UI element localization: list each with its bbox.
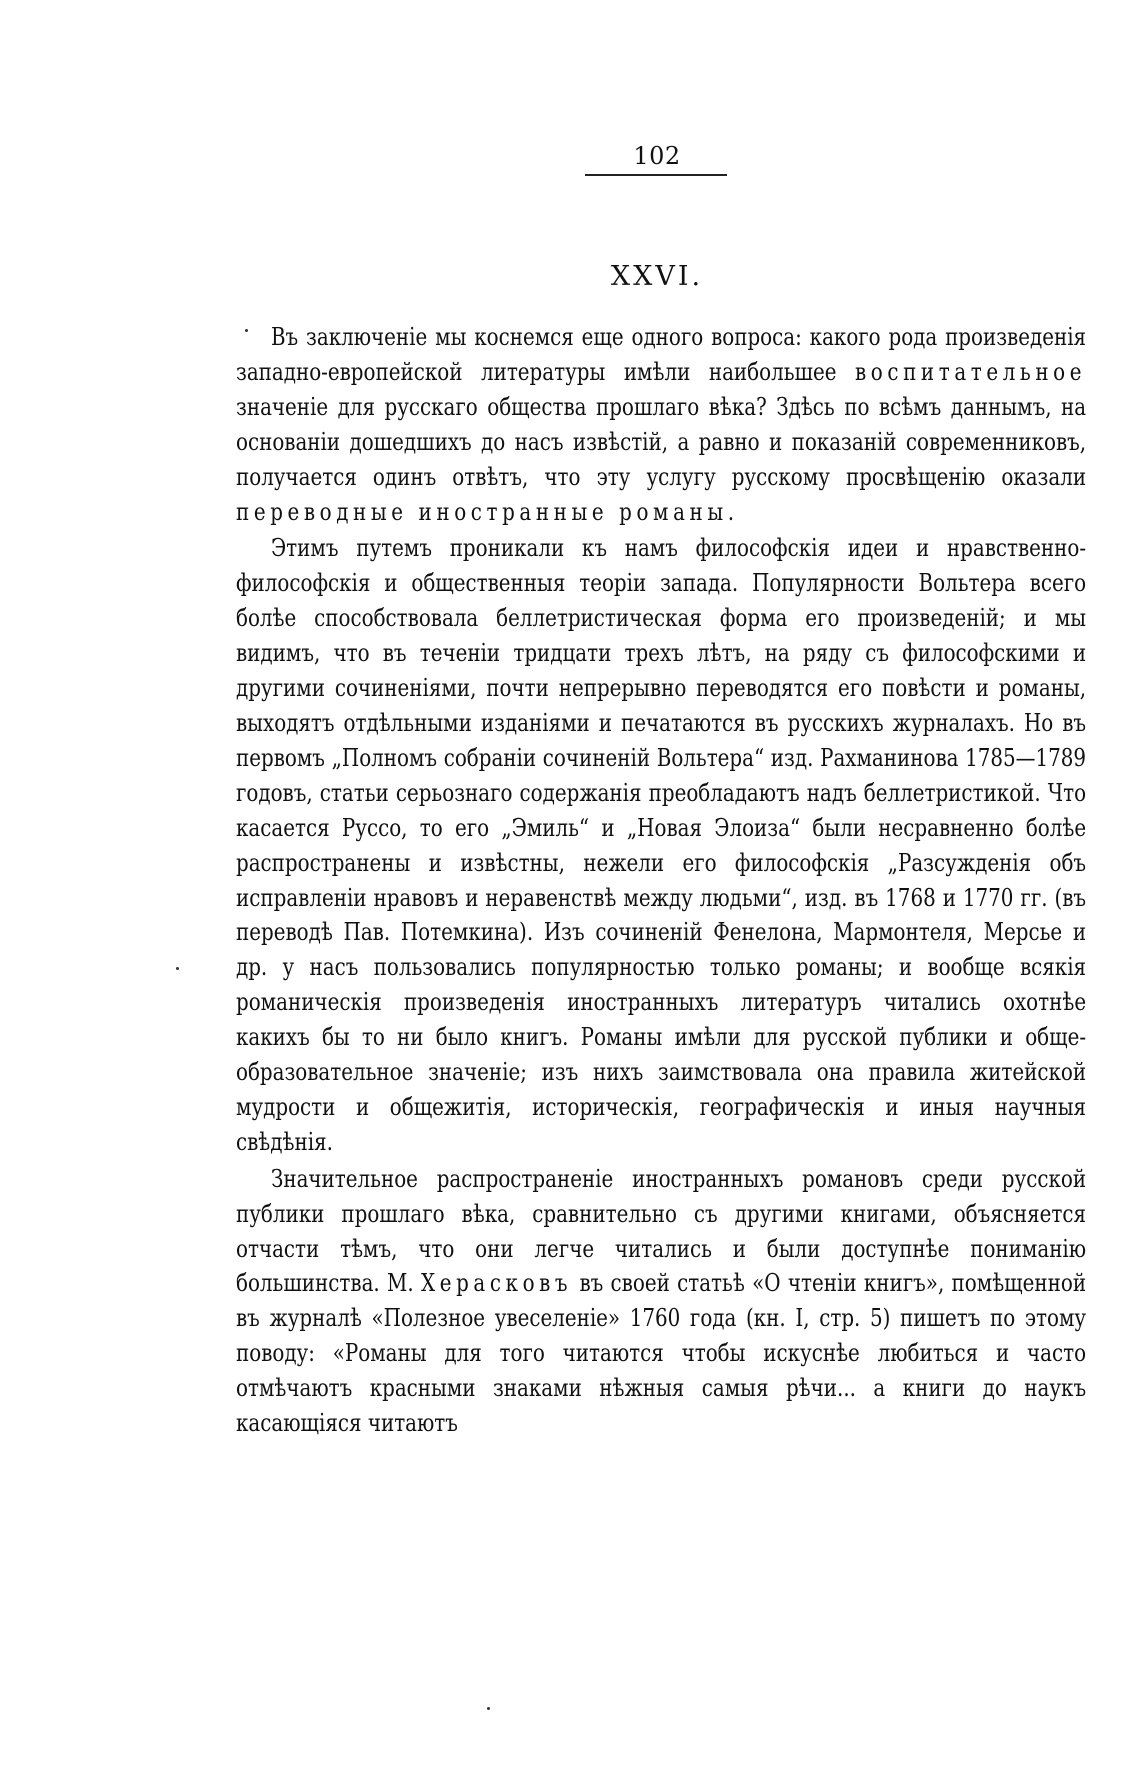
paragraph-2 bbox=[236, 531, 1086, 1159]
spaced-text: воспитательное bbox=[855, 357, 1087, 386]
spaced-text: переводные иностранные романы bbox=[236, 497, 728, 526]
page-number: 102 bbox=[633, 142, 681, 170]
scan-speck bbox=[245, 329, 248, 332]
chapter-heading: XXVI. bbox=[610, 261, 704, 292]
paragraph-text: значеніе для русскаго общества прошлаго вѣка? Здѣсь по всѣмъ даннымъ, на основаніи дошедшихъ до насъ извѣстій, а равно и показаній современниковъ, получается одинъ отвѣтъ, что эту услугу русскому просвѣщенію оказали bbox=[236, 392, 1087, 491]
paragraph-1 bbox=[236, 320, 1086, 529]
paragraph-text: Значительное распространеніе иностранныхъ романовъ среди русской публики прошлаго вѣка, сравнительно съ другими книгами, объясняется отчасти тѣмъ, что они легче читались и были доступнѣе пониманію большинства. М. bbox=[236, 1164, 1087, 1298]
scan-speck bbox=[487, 1707, 490, 1710]
spaced-text: Херасковъ bbox=[420, 1269, 573, 1298]
paragraph-text: Въ заключеніе мы коснемся еще одного вопроса: какого рода произведенія западно-европейской литературы имѣли наибольшее bbox=[236, 323, 1087, 386]
paragraph-text: . bbox=[727, 497, 735, 526]
scan-speck bbox=[176, 967, 179, 970]
body-text bbox=[236, 320, 1086, 1441]
paragraph-3 bbox=[236, 1162, 1086, 1441]
paragraph-text: въ своей статьѣ «О чтеніи книгъ», помѣщенной въ журналѣ «Полезное увеселеніе» 1760 года (кн. I, стр. 5) пишетъ по этому поводу: «Романы для того читаются чтобы искуснѣе любиться и часто отмѣчаютъ красными знаками нѣжныя самыя рѣчи... а книги до наукъ касающіяся читаютъ bbox=[236, 1269, 1087, 1438]
paragraph-text: Этимъ путемъ проникали къ намъ философскія идеи и нравственно-философскія и общественныя теоріи запада. Популярности Вольтера всего болѣе способствовала беллетристическая форма его произведеній; и мы видимъ, что въ теченіи тридцати трехъ лѣтъ, на ряду съ философскими и другими сочиненіями, почти непрерывно переводятся его повѣсти и романы, выходятъ отдѣльными изданіями и печатаются въ русскихъ журналахъ. Но въ первомъ „Полномъ собраніи сочиненій Вольтера“ изд. Рахманинова 1785—1789 годовъ, статьи серьознаго содержанія преобладаютъ надъ беллетристикой. Что касается Руссо, то его „Эмиль“ и „Новая Элоиза“ были несравненно болѣе распространены и извѣстны, нежели его философскія „Разсужденія объ исправленіи нравовъ и неравенствѣ между людьми“, изд. въ 1768 и 1770 гг. (въ переводѣ Пав. Потемкина). Изъ сочиненій Фенелона, Мармонтеля, Мерсье и др. у насъ пользовались популярностью только романы; и вообще всякія романическія произведенія иностранныхъ литературъ читались охотнѣе какихъ бы то ни было книгъ. Романы имѣли для русской публики и общеобразовательное значеніе; изъ нихъ заимствовала она правила житейской мудрости и общежитія, историческія, географическія и иныя научныя свѣдѣнія. bbox=[236, 534, 1087, 1156]
page-number-rule bbox=[585, 174, 727, 176]
